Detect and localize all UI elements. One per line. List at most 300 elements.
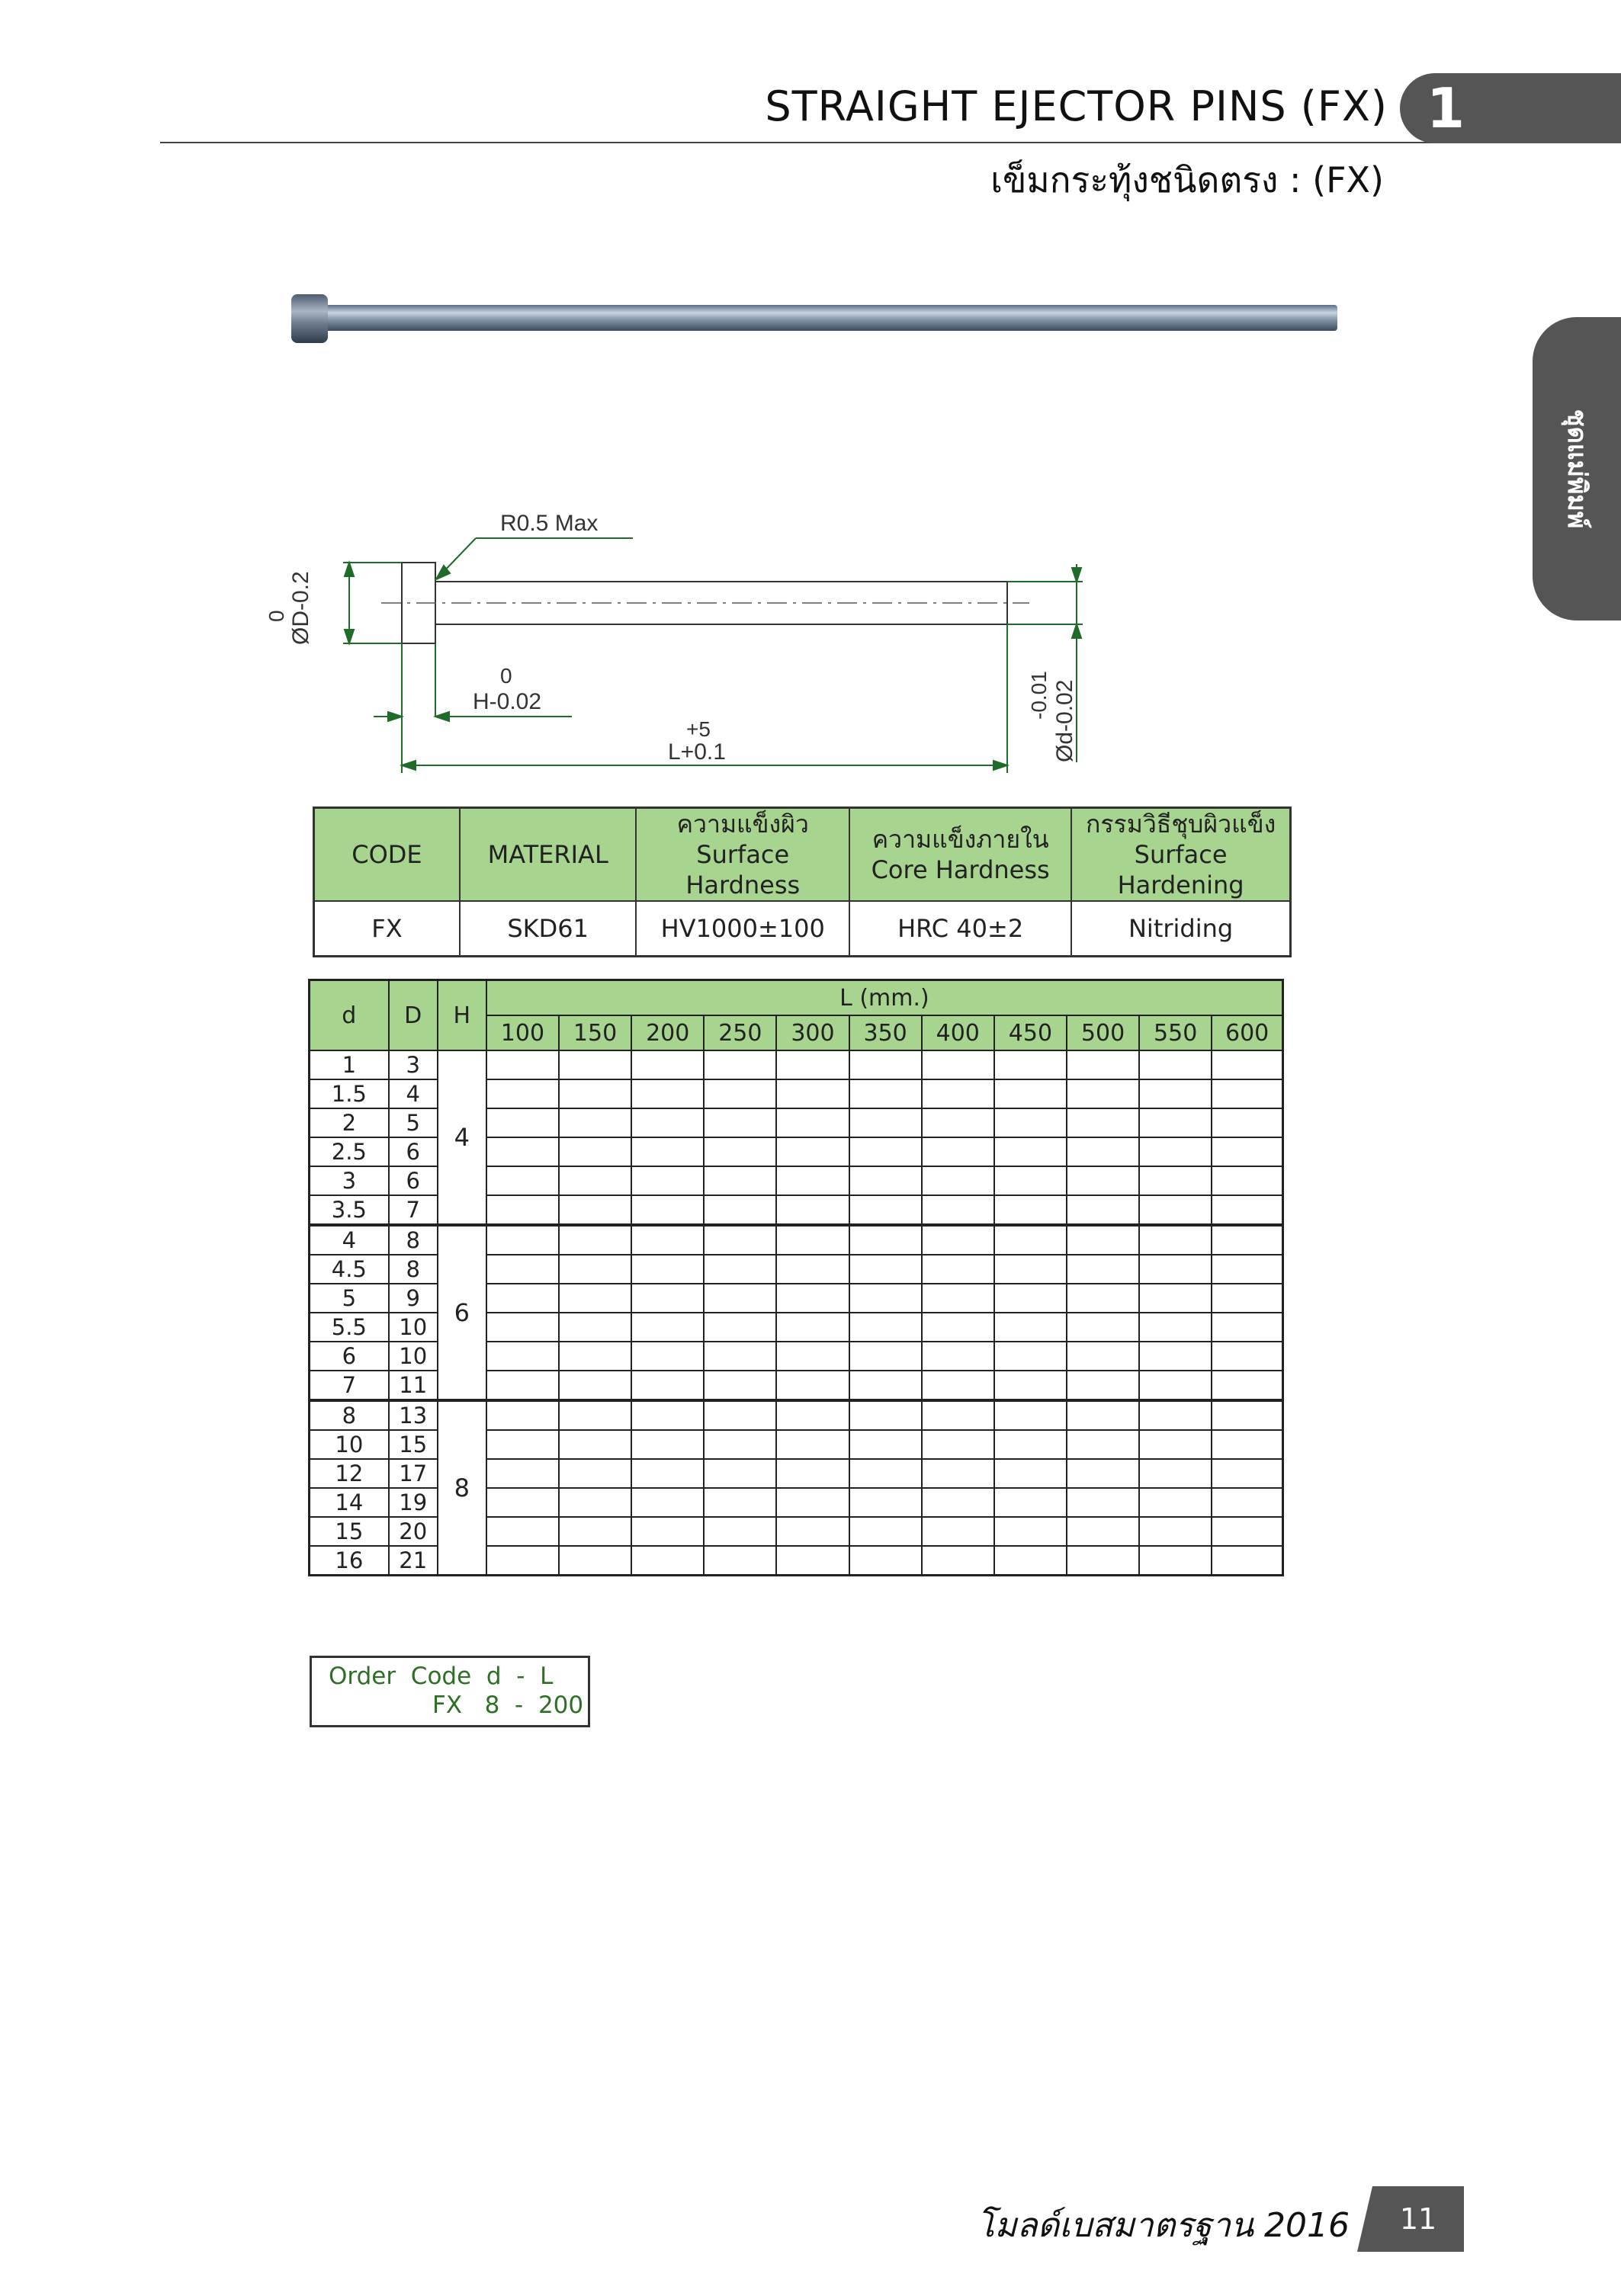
- availability-cell: [704, 1517, 776, 1546]
- availability-cell: [994, 1488, 1067, 1517]
- title-divider: [160, 142, 1433, 143]
- availability-cell: [1139, 1313, 1212, 1342]
- availability-cell: [704, 1371, 776, 1400]
- availability-cell: [1139, 1400, 1212, 1430]
- availability-cell: [1139, 1430, 1212, 1459]
- availability-cell: [486, 1137, 559, 1166]
- availability-cell: [631, 1255, 704, 1284]
- length-upper: +5: [686, 717, 711, 741]
- spec-core-hardness-value: HRC 40±2: [849, 901, 1071, 957]
- head-height-label: H-0.02: [473, 689, 542, 714]
- pin-diameter-cell: 2.5: [310, 1137, 389, 1166]
- availability-cell: [1067, 1488, 1139, 1517]
- pin-diameter-cell: 16: [310, 1546, 389, 1576]
- length-header-cell: 400: [922, 1015, 994, 1050]
- availability-cell: [486, 1108, 559, 1137]
- availability-cell: [994, 1137, 1067, 1166]
- availability-cell: [1067, 1225, 1139, 1255]
- availability-cell: [559, 1195, 631, 1225]
- availability-cell: [994, 1108, 1067, 1137]
- availability-cell: [849, 1195, 922, 1225]
- availability-cell: [922, 1284, 994, 1313]
- availability-cell: [559, 1313, 631, 1342]
- length-header-cell: 550: [1139, 1015, 1212, 1050]
- availability-cell: [631, 1284, 704, 1313]
- availability-cell: [704, 1225, 776, 1255]
- availability-cell: [631, 1079, 704, 1108]
- length-header-cell: 600: [1212, 1015, 1282, 1050]
- pin-dia-upper: -0.01: [1027, 671, 1051, 720]
- availability-cell: [1067, 1342, 1139, 1371]
- availability-cell: [1212, 1459, 1282, 1488]
- length-header-cell: 350: [849, 1015, 922, 1050]
- availability-cell: [631, 1371, 704, 1400]
- page-subtitle: เข็มกระทุ้งชนิดตรง : (FX): [990, 159, 1384, 200]
- availability-cell: [922, 1430, 994, 1459]
- head-diameter-cell: 20: [389, 1517, 438, 1546]
- size-header-D: D: [389, 980, 438, 1051]
- availability-cell: [1067, 1284, 1139, 1313]
- availability-cell: [1139, 1342, 1212, 1371]
- availability-cell: [776, 1195, 849, 1225]
- availability-cell: [1139, 1137, 1212, 1166]
- availability-cell: [486, 1459, 559, 1488]
- availability-cell: [486, 1400, 559, 1430]
- availability-cell: [849, 1546, 922, 1576]
- availability-cell: [704, 1255, 776, 1284]
- availability-cell: [776, 1137, 849, 1166]
- availability-cell: [994, 1546, 1067, 1576]
- pin-diameter-cell: 15: [310, 1517, 389, 1546]
- availability-cell: [631, 1488, 704, 1517]
- availability-cell: [1212, 1371, 1282, 1400]
- availability-cell: [922, 1313, 994, 1342]
- availability-cell: [1212, 1342, 1282, 1371]
- availability-cell: [776, 1108, 849, 1137]
- spec-header-en: MATERIAL: [487, 840, 608, 869]
- availability-cell: [1067, 1255, 1139, 1284]
- availability-cell: [994, 1284, 1067, 1313]
- pin-diameter-cell: 3.5: [310, 1195, 389, 1225]
- availability-cell: [776, 1430, 849, 1459]
- availability-cell: [922, 1546, 994, 1576]
- availability-cell: [704, 1137, 776, 1166]
- availability-cell: [559, 1488, 631, 1517]
- head-diameter-cell: 21: [389, 1546, 438, 1576]
- availability-cell: [849, 1430, 922, 1459]
- availability-cell: [1139, 1255, 1212, 1284]
- availability-cell: [1212, 1050, 1282, 1079]
- availability-cell: [559, 1371, 631, 1400]
- availability-cell: [559, 1430, 631, 1459]
- order-code-example: FX 8 - 200: [432, 1692, 584, 1719]
- spec-table: [313, 806, 1292, 957]
- availability-cell: [849, 1371, 922, 1400]
- head-diameter-cell: 5: [389, 1108, 438, 1137]
- spec-code-value: FX: [314, 901, 460, 957]
- head-dia-label: ØD-0.2: [288, 571, 313, 645]
- availability-cell: [1212, 1079, 1282, 1108]
- availability-cell: [486, 1313, 559, 1342]
- availability-cell: [994, 1371, 1067, 1400]
- availability-cell: [994, 1195, 1067, 1225]
- availability-cell: [1212, 1255, 1282, 1284]
- availability-cell: [1067, 1517, 1139, 1546]
- availability-cell: [631, 1459, 704, 1488]
- spec-header-core-hardness: [849, 808, 1071, 902]
- head-diameter-cell: 9: [389, 1284, 438, 1313]
- spec-header-en: Surface Hardness: [685, 840, 801, 899]
- spec-header-code: [314, 808, 460, 902]
- spec-header-material: [460, 808, 637, 902]
- availability-cell: [776, 1079, 849, 1108]
- availability-cell: [922, 1108, 994, 1137]
- pin-diameter-cell: 4.5: [310, 1255, 389, 1284]
- availability-cell: [994, 1166, 1067, 1195]
- head-diameter-cell: 10: [389, 1342, 438, 1371]
- pin-diameter-cell: 2: [310, 1108, 389, 1137]
- availability-cell: [1139, 1371, 1212, 1400]
- availability-cell: [704, 1079, 776, 1108]
- availability-cell: [849, 1255, 922, 1284]
- spec-header-surface-hardness: [636, 808, 849, 902]
- availability-cell: [704, 1342, 776, 1371]
- availability-cell: [1212, 1313, 1282, 1342]
- availability-cell: [849, 1488, 922, 1517]
- availability-cell: [559, 1166, 631, 1195]
- availability-cell: [994, 1342, 1067, 1371]
- availability-cell: [704, 1430, 776, 1459]
- availability-cell: [486, 1195, 559, 1225]
- availability-cell: [1139, 1225, 1212, 1255]
- availability-cell: [1139, 1517, 1212, 1546]
- size-row: [310, 1400, 1283, 1430]
- head-diameter-cell: 8: [389, 1255, 438, 1284]
- availability-cell: [631, 1400, 704, 1430]
- availability-cell: [704, 1488, 776, 1517]
- availability-cell: [776, 1342, 849, 1371]
- head-diameter-cell: 6: [389, 1137, 438, 1166]
- availability-cell: [776, 1225, 849, 1255]
- availability-cell: [559, 1546, 631, 1576]
- availability-cell: [486, 1255, 559, 1284]
- availability-cell: [849, 1137, 922, 1166]
- availability-cell: [631, 1050, 704, 1079]
- availability-cell: [704, 1108, 776, 1137]
- availability-cell: [849, 1079, 922, 1108]
- availability-cell: [704, 1050, 776, 1079]
- availability-cell: [559, 1284, 631, 1313]
- availability-cell: [1212, 1166, 1282, 1195]
- pin-diameter-cell: 8: [310, 1400, 389, 1430]
- chapter-number: 1: [1426, 76, 1465, 140]
- availability-cell: [1212, 1400, 1282, 1430]
- spec-data-row: [314, 901, 1291, 957]
- availability-cell: [631, 1108, 704, 1137]
- head-diameter-cell: 7: [389, 1195, 438, 1225]
- availability-cell: [1067, 1137, 1139, 1166]
- availability-cell: [704, 1546, 776, 1576]
- availability-cell: [559, 1079, 631, 1108]
- availability-cell: [1067, 1371, 1139, 1400]
- availability-cell: [486, 1079, 559, 1108]
- availability-cell: [1139, 1459, 1212, 1488]
- availability-cell: [1139, 1546, 1212, 1576]
- availability-cell: [486, 1517, 559, 1546]
- availability-cell: [1212, 1488, 1282, 1517]
- availability-cell: [1067, 1050, 1139, 1079]
- length-header-cell: 250: [704, 1015, 776, 1050]
- availability-cell: [922, 1400, 994, 1430]
- availability-cell: [849, 1517, 922, 1546]
- spec-header-th: กรรมวิธีชุบผิวแข็ง: [1085, 810, 1276, 839]
- availability-cell: [559, 1400, 631, 1430]
- side-tab-label: ชุดแม่พิมพ์: [1562, 409, 1592, 529]
- length-header-cell: 450: [994, 1015, 1067, 1050]
- spec-header-en: Core Hardness: [871, 855, 1050, 884]
- availability-cell: [994, 1050, 1067, 1079]
- pin-dia-label: Ød-0.02: [1052, 679, 1077, 762]
- pin-diameter-cell: 6: [310, 1342, 389, 1371]
- availability-cell: [1212, 1517, 1282, 1546]
- length-header-cell: 100: [486, 1015, 559, 1050]
- availability-cell: [922, 1195, 994, 1225]
- pin-diameter-cell: 7: [310, 1371, 389, 1400]
- head-diameter-cell: 19: [389, 1488, 438, 1517]
- pin-diameter-cell: 12: [310, 1459, 389, 1488]
- head-height-cell: 4: [438, 1050, 486, 1225]
- head-diameter-cell: 8: [389, 1225, 438, 1255]
- availability-cell: [559, 1137, 631, 1166]
- availability-cell: [631, 1517, 704, 1546]
- availability-cell: [922, 1342, 994, 1371]
- availability-cell: [922, 1488, 994, 1517]
- length-header-cell: 150: [559, 1015, 631, 1050]
- pin-diameter-cell: 1: [310, 1050, 389, 1079]
- page-number: 11: [1399, 2202, 1437, 2236]
- availability-cell: [849, 1342, 922, 1371]
- availability-cell: [486, 1371, 559, 1400]
- availability-cell: [849, 1225, 922, 1255]
- availability-cell: [994, 1079, 1067, 1108]
- head-diameter-cell: 10: [389, 1313, 438, 1342]
- availability-cell: [559, 1108, 631, 1137]
- size-table-body: [310, 1050, 1283, 1576]
- page-title: STRAIGHT EJECTOR PINS (FX): [765, 82, 1388, 130]
- availability-cell: [922, 1517, 994, 1546]
- availability-cell: [776, 1517, 849, 1546]
- spec-header-en: Surface Hardening: [1117, 840, 1244, 899]
- availability-cell: [704, 1195, 776, 1225]
- pin-diameter-cell: 1.5: [310, 1079, 389, 1108]
- availability-cell: [631, 1137, 704, 1166]
- availability-cell: [1212, 1195, 1282, 1225]
- availability-cell: [849, 1050, 922, 1079]
- availability-cell: [631, 1430, 704, 1459]
- availability-cell: [704, 1313, 776, 1342]
- availability-cell: [1139, 1079, 1212, 1108]
- availability-cell: [486, 1166, 559, 1195]
- availability-cell: [486, 1430, 559, 1459]
- availability-cell: [559, 1225, 631, 1255]
- availability-cell: [922, 1050, 994, 1079]
- pin-diameter-cell: 3: [310, 1166, 389, 1195]
- length-label: L+0.1: [668, 739, 726, 765]
- availability-cell: [486, 1488, 559, 1517]
- radius-label: R0.5 Max: [500, 511, 599, 536]
- availability-cell: [559, 1342, 631, 1371]
- availability-cell: [631, 1342, 704, 1371]
- size-table: [308, 979, 1284, 1576]
- availability-cell: [922, 1255, 994, 1284]
- availability-cell: [849, 1284, 922, 1313]
- head-height-upper: 0: [500, 664, 512, 688]
- availability-cell: [486, 1546, 559, 1576]
- availability-cell: [922, 1137, 994, 1166]
- availability-cell: [1212, 1284, 1282, 1313]
- availability-cell: [994, 1225, 1067, 1255]
- availability-cell: [994, 1459, 1067, 1488]
- availability-cell: [1139, 1195, 1212, 1225]
- head-diameter-cell: 6: [389, 1166, 438, 1195]
- availability-cell: [849, 1459, 922, 1488]
- availability-cell: [559, 1050, 631, 1079]
- pin-diameter-cell: 5.5: [310, 1313, 389, 1342]
- spec-header-row: [314, 808, 1291, 902]
- availability-cell: [1067, 1400, 1139, 1430]
- order-code-format: Order Code d - L: [329, 1663, 554, 1690]
- availability-cell: [486, 1342, 559, 1371]
- pin-diameter-cell: 4: [310, 1225, 389, 1255]
- head-diameter-cell: 4: [389, 1079, 438, 1108]
- availability-cell: [704, 1459, 776, 1488]
- pin-diameter-cell: 10: [310, 1430, 389, 1459]
- availability-cell: [994, 1517, 1067, 1546]
- availability-cell: [704, 1400, 776, 1430]
- availability-cell: [704, 1284, 776, 1313]
- availability-cell: [776, 1313, 849, 1342]
- availability-cell: [994, 1313, 1067, 1342]
- availability-cell: [922, 1459, 994, 1488]
- head-diameter-cell: 17: [389, 1459, 438, 1488]
- availability-cell: [486, 1225, 559, 1255]
- size-row: [310, 1050, 1283, 1079]
- availability-cell: [1067, 1546, 1139, 1576]
- head-diameter-cell: 11: [389, 1371, 438, 1400]
- availability-cell: [1139, 1050, 1212, 1079]
- length-header-cell: 200: [631, 1015, 704, 1050]
- availability-cell: [1212, 1546, 1282, 1576]
- size-header-H: H: [438, 980, 486, 1051]
- availability-cell: [776, 1166, 849, 1195]
- availability-cell: [776, 1371, 849, 1400]
- availability-cell: [776, 1459, 849, 1488]
- availability-cell: [704, 1166, 776, 1195]
- availability-cell: [1067, 1079, 1139, 1108]
- availability-cell: [922, 1225, 994, 1255]
- pin-diameter-cell: 5: [310, 1284, 389, 1313]
- availability-cell: [1067, 1195, 1139, 1225]
- availability-cell: [1067, 1459, 1139, 1488]
- spec-surface-hardening-value: Nitriding: [1071, 901, 1290, 957]
- ejector-pin-photo: [282, 282, 1342, 358]
- size-header-d: d: [310, 980, 389, 1051]
- availability-cell: [1067, 1108, 1139, 1137]
- availability-cell: [1212, 1137, 1282, 1166]
- availability-cell: [776, 1488, 849, 1517]
- availability-cell: [1139, 1108, 1212, 1137]
- availability-cell: [776, 1400, 849, 1430]
- section-side-tab[interactable]: [1533, 317, 1621, 620]
- availability-cell: [559, 1517, 631, 1546]
- spec-header-th: ความแข็งภายใน: [871, 825, 1049, 854]
- footer-catalog-title: โมลด์เบสมาตรฐาน 2016: [977, 2206, 1350, 2245]
- pin-diameter-cell: 14: [310, 1488, 389, 1517]
- availability-cell: [631, 1546, 704, 1576]
- availability-cell: [849, 1166, 922, 1195]
- availability-cell: [994, 1255, 1067, 1284]
- availability-cell: [631, 1225, 704, 1255]
- availability-cell: [1067, 1430, 1139, 1459]
- length-header-cell: 300: [776, 1015, 849, 1050]
- availability-cell: [1212, 1225, 1282, 1255]
- availability-cell: [1139, 1284, 1212, 1313]
- spec-header-th: ความแข็งผิว: [676, 810, 809, 839]
- availability-cell: [994, 1400, 1067, 1430]
- availability-cell: [559, 1255, 631, 1284]
- spec-material-value: SKD61: [460, 901, 637, 957]
- pin-dimension-drawing: [265, 503, 1128, 793]
- availability-cell: [1212, 1108, 1282, 1137]
- size-row: [310, 1225, 1283, 1255]
- availability-cell: [1139, 1488, 1212, 1517]
- spec-surface-hardness-value: HV1000±100: [636, 901, 849, 957]
- availability-cell: [486, 1284, 559, 1313]
- head-diameter-cell: 3: [389, 1050, 438, 1079]
- availability-cell: [1139, 1166, 1212, 1195]
- availability-cell: [849, 1313, 922, 1342]
- spec-header-en: CODE: [351, 840, 422, 869]
- availability-cell: [486, 1050, 559, 1079]
- size-header-row: [310, 980, 1283, 1016]
- spec-header-surface-hardening: [1071, 808, 1290, 902]
- availability-cell: [849, 1400, 922, 1430]
- size-header-length: L (mm.): [486, 980, 1283, 1016]
- availability-cell: [776, 1284, 849, 1313]
- availability-cell: [631, 1166, 704, 1195]
- availability-cell: [776, 1546, 849, 1576]
- order-code-box: [310, 1656, 590, 1727]
- availability-cell: [1212, 1430, 1282, 1459]
- availability-cell: [776, 1255, 849, 1284]
- availability-cell: [922, 1079, 994, 1108]
- availability-cell: [849, 1108, 922, 1137]
- availability-cell: [1067, 1166, 1139, 1195]
- availability-cell: [922, 1166, 994, 1195]
- length-header-cell: 500: [1067, 1015, 1139, 1050]
- head-height-cell: 8: [438, 1400, 486, 1576]
- availability-cell: [1067, 1313, 1139, 1342]
- availability-cell: [631, 1313, 704, 1342]
- head-dia-upper: 0: [265, 610, 288, 622]
- head-diameter-cell: 15: [389, 1430, 438, 1459]
- availability-cell: [631, 1195, 704, 1225]
- availability-cell: [994, 1430, 1067, 1459]
- availability-cell: [922, 1371, 994, 1400]
- availability-cell: [776, 1050, 849, 1079]
- head-diameter-cell: 13: [389, 1400, 438, 1430]
- availability-cell: [559, 1459, 631, 1488]
